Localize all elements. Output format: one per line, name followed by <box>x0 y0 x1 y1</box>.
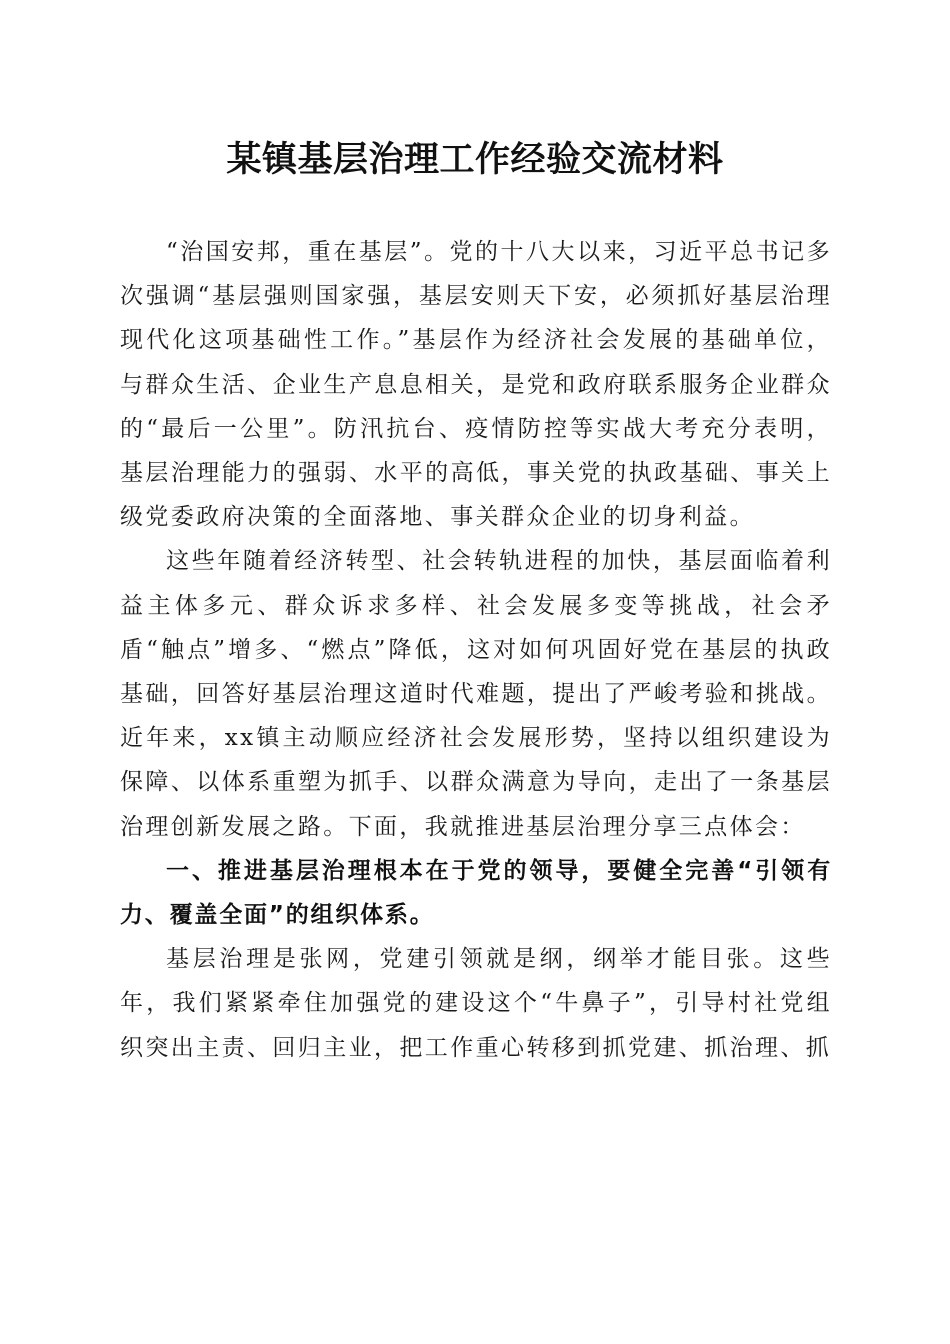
document-title: 某镇基层治理工作经验交流材料 <box>226 139 724 180</box>
document-body <box>120 230 832 1070</box>
paragraph-intro: “治国安邦，重在基层”。党的十八大以来，习近平总书记多次强调“基层强则国家强，基层安则天下安，必须抓好基层治理现代化这项基础性工作。”基层作为经济社会发展的基础单位，与群众生活、企业生产息息相关，是党和政府联系服务企业群众的“最后一公里”。防汛抗台、疫情防控等实战大考充分表明，基层治理能力的强弱、水平的高低，事关党的执政基础、事关上级党委政府决策的全面落地、事关群众企业的切身利益。 <box>120 239 832 531</box>
paragraph-background: 这些年随着经济转型、社会转轨进程的加快，基层面临着利益主体多元、群众诉求多样、社会发展多变等挑战，社会矛盾“触点”增多、“燃点”降低，这对如何巩固好党在基层的执政基础，回答好基层治理这道时代难题，提出了严峻考验和挑战。近年来，xx镇主动顺应经济社会发展形势，坚持以组织建设为保障、以体系重塑为抓手、以群众满意为导向，走出了一条基层治理创新发展之路。下面，我就推进基层治理分享三点体会： <box>120 548 832 840</box>
section-heading-1: 一、推进基层治理根本在于党的领导，要健全完善“引领有力、覆盖全面”的组织体系。 <box>120 857 832 929</box>
paragraph-section-1: 基层治理是张网，党建引领就是纲，纲举才能目张。这些年，我们紧紧牵住加强党的建设这个“牛鼻子”，引导村社党组织突出主责、回归主业，把工作重心转移到抓党建、抓治理、抓 <box>120 946 832 1061</box>
